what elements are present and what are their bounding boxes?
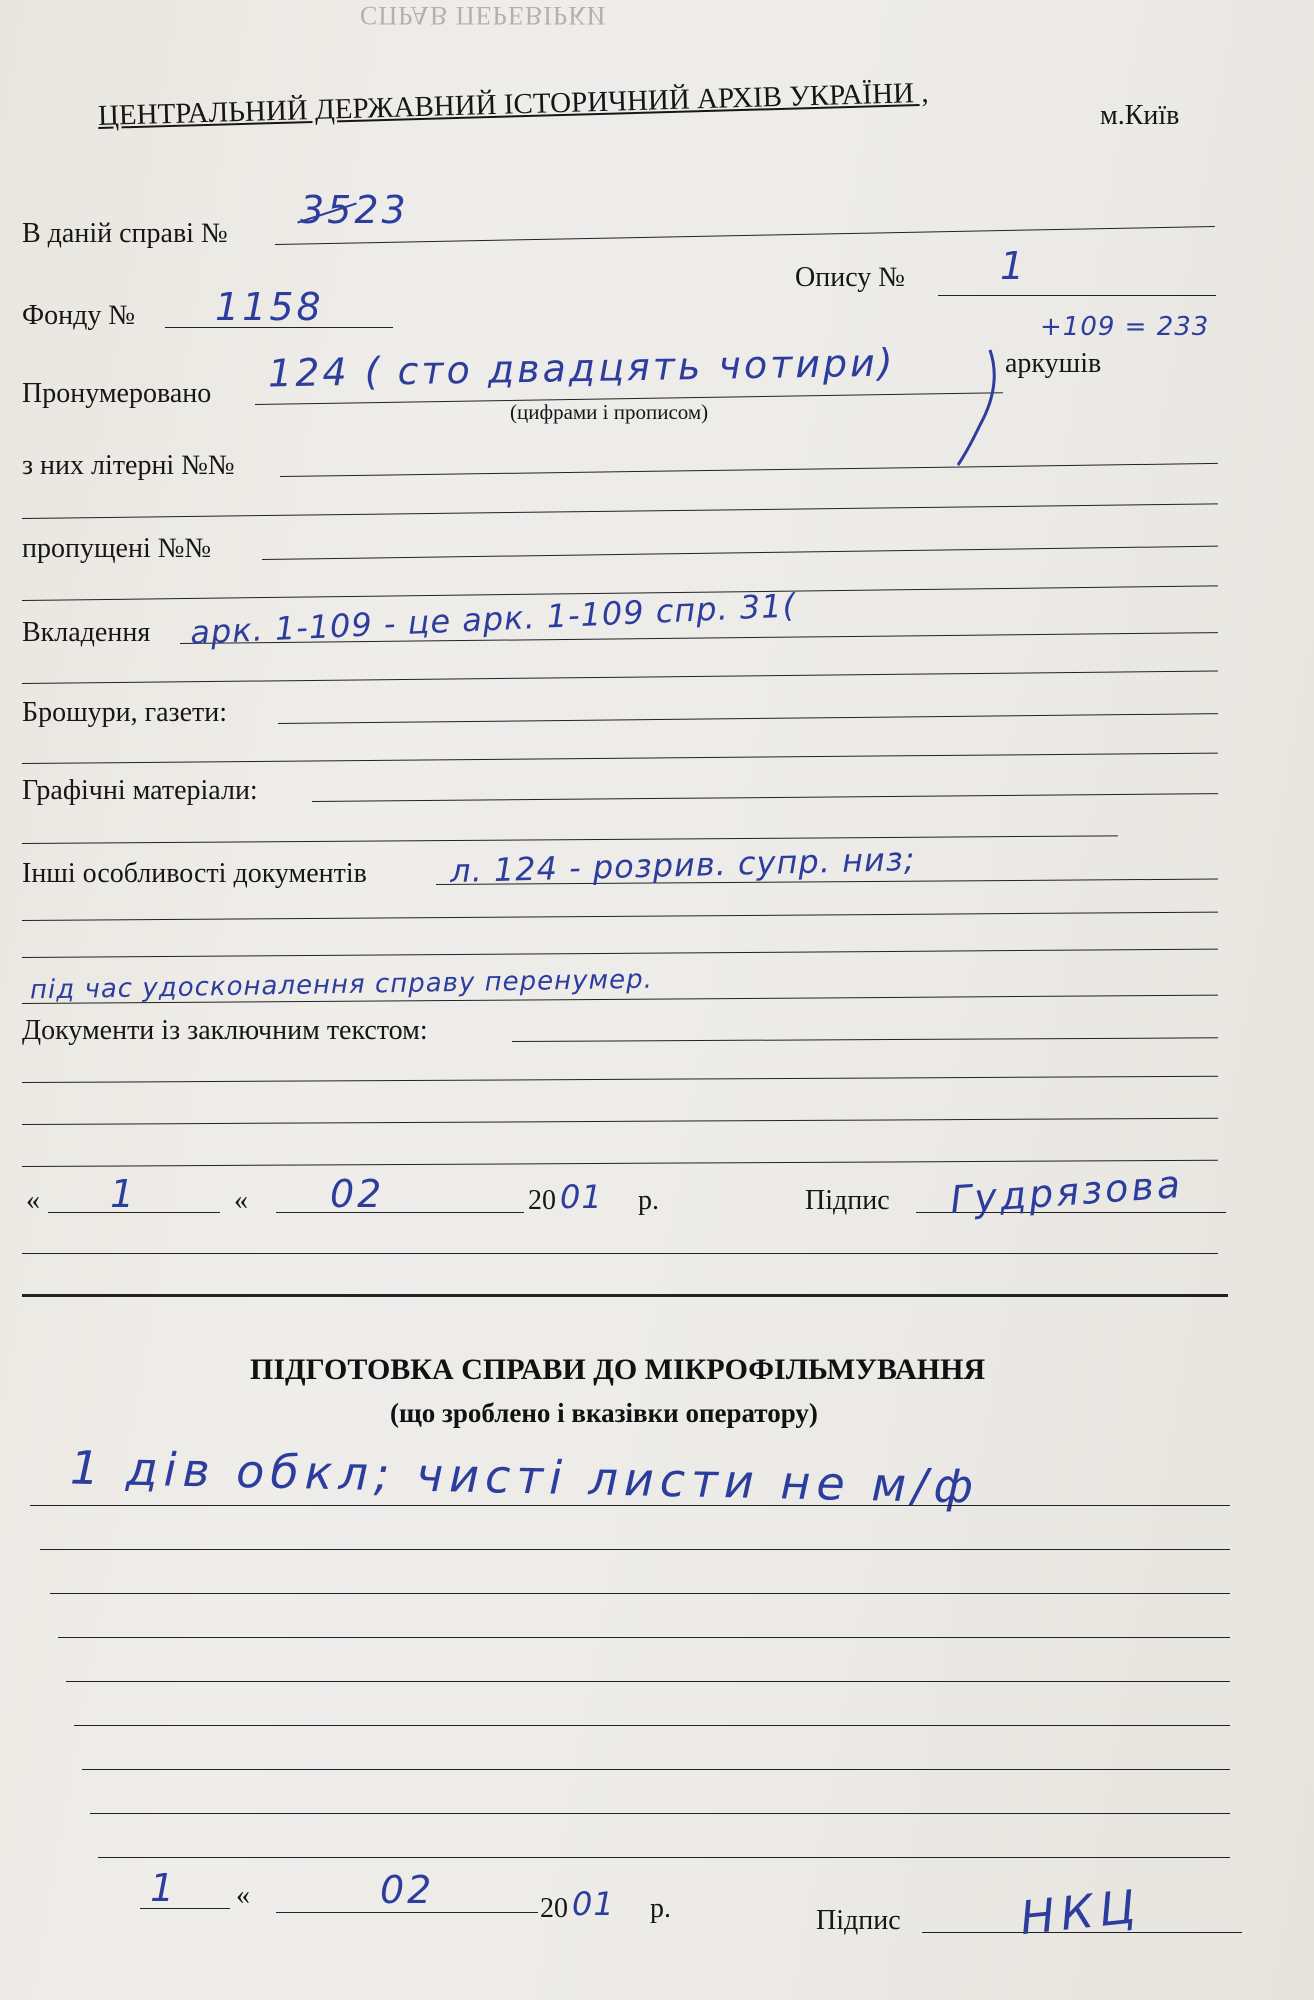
bracket-stroke-path	[958, 350, 994, 465]
graphic-materials-line-2	[22, 835, 1118, 844]
date2-year-prefix: 20	[540, 1893, 568, 1924]
fond-label: Фонду №	[22, 300, 136, 331]
date2-year-unit: р.	[650, 1893, 671, 1924]
opys-value: 1	[1000, 244, 1028, 288]
brochures-line-2	[22, 753, 1218, 764]
other-features-value: л. 124 - розрив. супр. низ;	[449, 839, 917, 891]
graphic-materials-label: Графічні матеріали:	[22, 775, 258, 806]
other-features-value-2: під час удосконалення справу перенумер.	[29, 964, 654, 1006]
graphic-materials-line	[312, 793, 1218, 802]
section2-line-8	[90, 1813, 1230, 1814]
date1-mid-quote: «	[234, 1185, 248, 1216]
numbered-value: 124 ( сто двадцять чотири)	[267, 340, 896, 396]
other-features-label: Інші особливості документів	[22, 858, 367, 889]
date2-signature-label: Підпис	[816, 1905, 901, 1936]
date2-day: 1	[150, 1866, 178, 1910]
case-number-struck: 35	[300, 188, 355, 232]
case-number-line	[275, 226, 1215, 245]
enclosures-label: Вкладення	[22, 617, 151, 648]
section2-line-5	[66, 1681, 1230, 1682]
date1-month: 02	[330, 1172, 385, 1216]
final-text-docs-label: Документи із заключним текстом:	[22, 1015, 428, 1046]
skipped-numbers-label: пропущені №№	[22, 533, 212, 564]
enclosures-line-2	[22, 670, 1218, 684]
date2-signature: НКЦ	[1017, 1878, 1144, 1946]
final-text-docs-line-4	[22, 1160, 1218, 1167]
date2-month-line	[276, 1912, 538, 1913]
date2-open-quote: «	[236, 1880, 250, 1911]
date2-month: 02	[380, 1868, 435, 1912]
archive-title: ЦЕНТРАЛЬНИЙ ДЕРЖАВНИЙ ІСТОРИЧНИЙ АРХІВ УКРАЇНИ ,	[97, 76, 929, 132]
city-label: м.Київ	[1100, 100, 1180, 131]
other-features-line-2	[22, 912, 1218, 921]
section2-line-6	[74, 1725, 1230, 1726]
microfilming-section-title: ПІДГОТОВКА СПРАВИ ДО МІКРОФІЛЬМУВАННЯ	[250, 1353, 986, 1386]
letter-numbers-line-2	[22, 503, 1218, 519]
section2-line-4	[58, 1637, 1230, 1638]
opys-label: Опису №	[795, 262, 905, 293]
section-divider	[22, 1294, 1228, 1297]
section2-line-9	[98, 1857, 1230, 1858]
brochures-line	[278, 713, 1218, 724]
fond-value: 1158	[215, 285, 324, 329]
enclosures-value: арк. 1-109 - це арк. 1-109 спр. 31(	[189, 586, 797, 652]
bleedthrough-text: СПРАВ ПЕРЕВІРКИ	[360, 1, 607, 30]
opys-line	[938, 295, 1216, 296]
brochures-label: Брошури, газети:	[22, 697, 228, 728]
date1-open-quote: «	[26, 1185, 40, 1216]
case-number-label: В даній справі №	[22, 218, 228, 249]
skipped-numbers-line	[262, 546, 1218, 560]
numbered-extra: +109 = 233	[1040, 312, 1210, 342]
numbered-hint: (цифрами і прописом)	[510, 400, 709, 424]
bracket-stroke	[950, 345, 1020, 475]
microfilming-section-subtitle: (що зроблено і вказівки оператору)	[390, 1398, 818, 1428]
microfilming-note: 1 дів обкл; чисті листи не м/ф	[69, 1440, 980, 1514]
numbered-label: Пронумеровано	[22, 378, 212, 409]
date1-signature-label: Підпис	[805, 1185, 890, 1216]
date1-month-line	[276, 1212, 524, 1213]
date1-year-unit: р.	[638, 1185, 659, 1216]
date1-line-below	[22, 1253, 1218, 1254]
numbered-suffix: аркушів	[1005, 348, 1102, 379]
final-text-docs-line-2	[22, 1076, 1218, 1083]
section2-line-7	[82, 1769, 1230, 1770]
section2-line-3	[50, 1593, 1230, 1594]
date1-year-suffix: 01	[560, 1178, 603, 1216]
other-features-line-3	[22, 949, 1218, 958]
letter-numbers-label: з них літерні №№	[22, 450, 235, 481]
case-number-current: 23	[354, 188, 409, 232]
case-number-value	[300, 188, 409, 232]
final-text-docs-line-3	[22, 1118, 1218, 1125]
date1-day: 1	[110, 1172, 138, 1216]
date1-year-prefix: 20	[528, 1185, 556, 1216]
final-text-docs-line	[512, 1037, 1218, 1042]
section2-line-2	[40, 1549, 1230, 1550]
letter-numbers-line	[280, 463, 1218, 477]
date2-year-suffix: 01	[572, 1885, 615, 1923]
date1-signature: Гудрязова	[948, 1161, 1185, 1223]
section2-line-1	[30, 1505, 1230, 1506]
